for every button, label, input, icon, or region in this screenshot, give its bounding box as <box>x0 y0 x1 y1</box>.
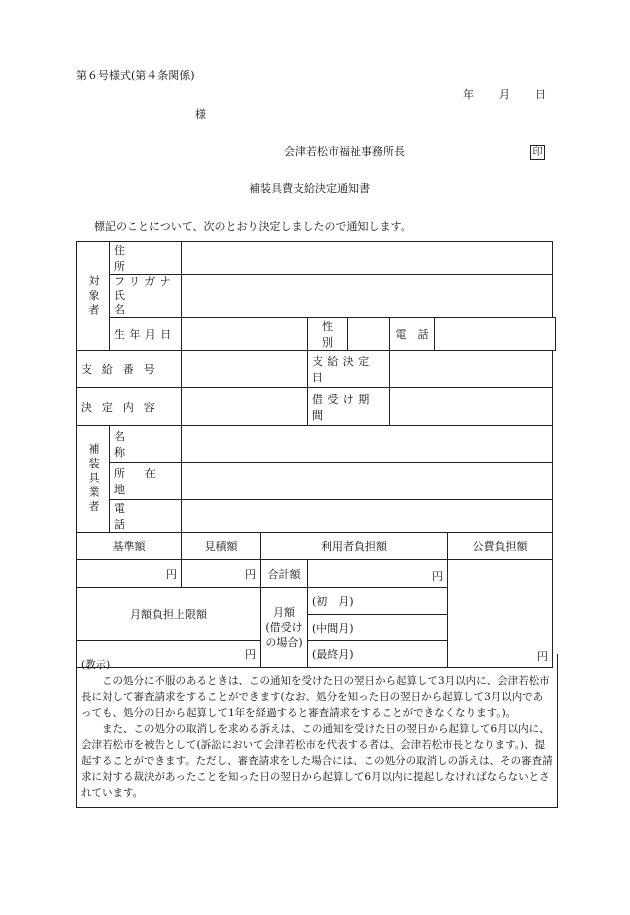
notice-paragraph-1: この処分に不服のあるときは、この通知を受けた日の翌日から起算して3月以内に、会津若松市長に対して審査請求をすることができます(なお、処分を知った日の翌日から起算して3月以内であっても、処分の日から起算して1年を経過すると審査請求をすることができなくなります。)。 <box>81 675 550 719</box>
birthdate-field[interactable] <box>182 318 308 351</box>
yen-unit: 円 <box>166 567 177 581</box>
total-amount-label: 合計額 <box>261 560 308 588</box>
subject-group-label: 対象者 <box>77 242 110 351</box>
vendor-phone-label: 電 話 <box>110 500 182 533</box>
estimate-amount-cell[interactable] <box>182 560 261 588</box>
monthly-rental-line-3: の場合) <box>265 636 303 649</box>
date-month-label: 月 <box>499 88 510 101</box>
base-amount-header: 基準額 <box>77 533 182 560</box>
furigana-label: フリガナ <box>114 275 176 288</box>
addressee-suffix: 様 <box>195 108 206 121</box>
sex-label: 性 別 <box>308 318 348 351</box>
decision-date-field[interactable] <box>390 351 553 388</box>
rental-period-field[interactable] <box>390 388 553 426</box>
last-month-label: (最終月) <box>308 641 448 668</box>
notice-heading: (教示) <box>81 659 111 671</box>
rental-period-label: 借受け期間 <box>308 388 390 426</box>
document-title: 補装具費支給決定通知書 <box>249 182 370 195</box>
issuer-name: 会津若松市福祉事務所長 <box>284 145 405 158</box>
yen-unit: 円 <box>432 570 443 583</box>
yen-unit: 円 <box>537 650 548 663</box>
public-burden-cell[interactable] <box>448 560 553 668</box>
payment-no-label: 支給番号 <box>77 351 182 388</box>
date-day-label: 日 <box>535 88 546 101</box>
total-amount-cell[interactable] <box>308 560 448 588</box>
sex-field[interactable] <box>348 318 390 351</box>
yen-unit: 円 <box>245 567 256 581</box>
user-burden-header: 利用者負担額 <box>261 533 448 560</box>
birthdate-label: 生年月日 <box>110 318 182 351</box>
monthly-rental-line-1: 月額 <box>273 606 295 619</box>
phone-label: 電 話 <box>390 318 435 351</box>
estimate-amount-header: 見積額 <box>182 533 261 560</box>
decision-date-label: 支給決定日 <box>308 351 390 388</box>
public-burden-header: 公費負担額 <box>448 533 553 560</box>
decision-content-field[interactable] <box>182 388 308 426</box>
middle-month-label: (中間月) <box>308 615 448 641</box>
address-label: 住 所 <box>110 242 182 275</box>
address-field[interactable] <box>182 242 553 275</box>
furigana-name-label <box>110 275 182 318</box>
form-number: 第６号様式(第４条関係) <box>76 69 195 82</box>
vendor-group-label: 補装具業者 <box>77 426 110 533</box>
date-year-label: 年 <box>463 88 474 101</box>
appeal-notice <box>76 654 558 808</box>
monthly-rental-line-2: (借受け <box>265 621 303 634</box>
payment-no-field[interactable] <box>182 351 308 388</box>
base-amount-cell[interactable] <box>77 560 182 588</box>
seal-mark: 印 <box>530 145 545 160</box>
vendor-name-label: 名 称 <box>110 426 182 463</box>
name-label: 氏 名 <box>114 289 176 316</box>
notice-paragraph-2: また、この処分の取消しを求める訴えは、この通知を受けた日の翌日から起算して6月以内に、会津若松市を被告として(訴訟において会津若松市を代表する者は、会津若松市長となります。)、提起することができます。ただし、審査請求をした場合には、この処分の取消しの訴えは、その審査請求に対する裁決があったことを知った日の翌日から起算して6月以内に提起しなければならないとされています。 <box>81 723 553 799</box>
vendor-phone-field[interactable] <box>182 500 553 533</box>
decision-content-label: 決定内容 <box>77 388 182 426</box>
first-month-label: (初 月) <box>308 588 448 615</box>
monthly-limit-label: 月額負担上限額 <box>77 588 261 641</box>
decision-form-table <box>76 241 556 668</box>
vendor-name-field[interactable] <box>182 426 553 463</box>
phone-field[interactable] <box>435 318 556 351</box>
name-field[interactable] <box>182 275 553 318</box>
vendor-location-label: 所 在 地 <box>110 463 182 500</box>
yen-unit: 円 <box>245 648 256 661</box>
vendor-location-field[interactable] <box>182 463 553 500</box>
intro-text: 標記のことについて、次のとおり決定しましたので通知します。 <box>94 220 412 233</box>
